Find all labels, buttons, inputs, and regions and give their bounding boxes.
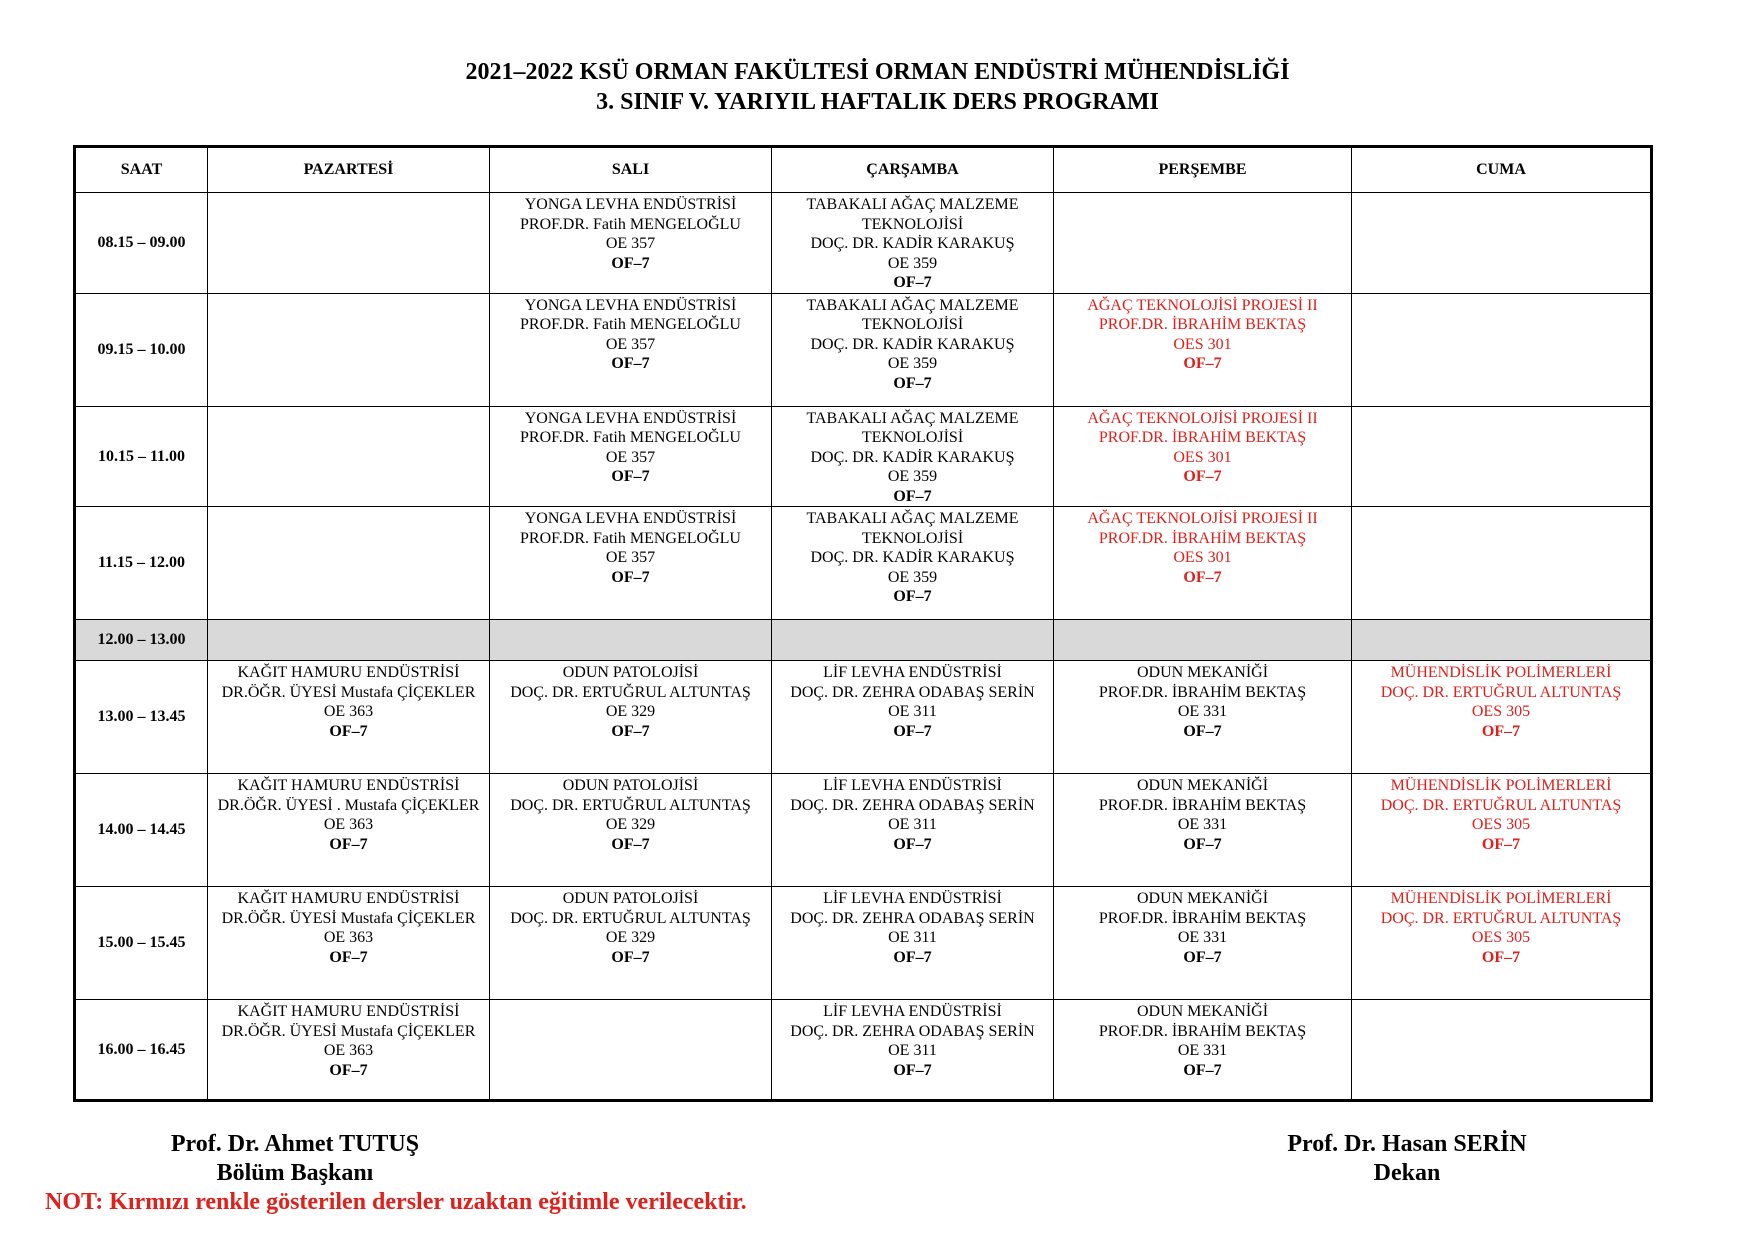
course-name: ODUN MEKANİĞİ <box>1136 777 1269 794</box>
course-code: OES 305 <box>1471 703 1531 720</box>
instructor: PROF.DR. Fatih MENGELOĞLU <box>520 215 741 233</box>
schedule-cell <box>490 620 772 661</box>
schedule-cell <box>208 293 490 406</box>
instructor: DR.ÖĞR. ÜYESİ Mustafa ÇİÇEKLER <box>221 909 476 927</box>
col-header-persembe: PERŞEMBE <box>1054 147 1352 193</box>
instructor: PROF.DR. Fatih MENGELOĞLU <box>520 316 741 333</box>
course-name: ODUN PATOLOJİSİ <box>562 890 699 907</box>
schedule-cell <box>490 406 772 507</box>
schedule-cell <box>490 661 772 774</box>
time-slot: 10.15 – 11.00 <box>75 406 208 507</box>
document-title: 2021–2022 KSÜ ORMAN FAKÜLTESİ ORMAN ENDÜSTRİ MÜHENDİSLİĞİ <box>465 59 1290 85</box>
schedule-cell <box>208 661 490 774</box>
course-code: OE 363 <box>323 1042 374 1059</box>
course-code: OES 305 <box>1471 929 1531 946</box>
course-code: OE 311 <box>888 1042 937 1059</box>
instructor: DOÇ. DR. ZEHRA ODABAŞ SERİN <box>790 909 1035 927</box>
course-name: KAĞIT HAMURU ENDÜSTRİSİ <box>237 777 460 794</box>
course-code: OES 301 <box>1173 335 1232 353</box>
instructor: DOÇ. DR. ERTUĞRUL ALTUNTAŞ <box>510 796 751 814</box>
schedule-cell <box>1352 406 1652 507</box>
course-name: YONGA LEVHA ENDÜSTRİSİ <box>524 296 737 314</box>
course-name: AĞAÇ TEKNOLOJİSİ PROJESİ II <box>1087 296 1318 314</box>
course-code: OE 329 <box>605 703 656 720</box>
instructor: PROF.DR. İBRAHİM BEKTAŞ <box>1098 796 1307 814</box>
course-code: OES 305 <box>1471 816 1531 833</box>
table-row <box>75 661 1652 774</box>
time-slot: 12.00 – 13.00 <box>75 620 208 661</box>
course-code: OE 363 <box>323 816 374 833</box>
instructor: PROF.DR. İBRAHİM BEKTAŞ <box>1098 529 1307 547</box>
course-code: OE 363 <box>323 929 374 946</box>
instructor: PROF.DR. İBRAHİM BEKTAŞ <box>1098 683 1307 701</box>
schedule-cell <box>1352 507 1652 620</box>
instructor: DOÇ. DR. ERTUĞRUL ALTUNTAŞ <box>1380 683 1622 701</box>
course-name: MÜHENDİSLİK POLİMERLERİ <box>1390 664 1612 681</box>
classroom: OF–7 <box>1481 948 1521 966</box>
course-name: TABAKALI AĞAÇ MALZEME TEKNOLOJİSİ <box>806 296 1019 333</box>
classroom: OF–7 <box>611 722 650 740</box>
instructor: PROF.DR. Fatih MENGELOĞLU <box>520 529 741 547</box>
schedule-cell <box>772 193 1054 294</box>
schedule-cell <box>1352 1000 1652 1101</box>
classroom: OF–7 <box>893 1061 932 1079</box>
classroom: OF–7 <box>1183 1061 1222 1079</box>
classroom: OF–7 <box>1183 468 1222 485</box>
classroom: OF–7 <box>893 487 932 505</box>
classroom: OF–7 <box>893 722 932 740</box>
schedule-cell <box>1054 887 1352 1000</box>
classroom: OF–7 <box>893 948 932 966</box>
schedule-cell <box>208 507 490 620</box>
schedule-cell <box>1352 193 1652 294</box>
classroom: OF–7 <box>611 468 650 485</box>
schedule-cell <box>772 1000 1054 1101</box>
time-slot: 09.15 – 10.00 <box>75 293 208 406</box>
time-slot: 14.00 – 14.45 <box>75 774 208 887</box>
schedule-cell <box>1352 293 1652 406</box>
instructor: DOÇ. DR. KADİR KARAKUŞ <box>810 335 1015 353</box>
schedule-cell <box>1352 620 1652 661</box>
schedule-cell <box>490 293 772 406</box>
table-row <box>75 193 1652 294</box>
schedule-cell <box>1054 406 1352 507</box>
instructor: DOÇ. DR. ZEHRA ODABAŞ SERİN <box>790 683 1035 701</box>
course-name: MÜHENDİSLİK POLİMERLERİ <box>1390 777 1612 794</box>
schedule-cell <box>772 774 1054 887</box>
course-code: OE 329 <box>605 816 656 833</box>
instructor: DR.ÖĞR. ÜYESİ Mustafa ÇİÇEKLER <box>221 683 476 701</box>
schedule-cell <box>772 406 1054 507</box>
course-code: OE 359 <box>887 254 938 272</box>
col-header-saat: SAAT <box>75 147 208 193</box>
course-code: OE 311 <box>888 816 937 833</box>
signature-left-name: Prof. Dr. Ahmet TUTUŞ <box>170 1131 420 1157</box>
classroom: OF–7 <box>611 835 650 853</box>
course-name: ODUN PATOLOJİSİ <box>562 664 699 681</box>
schedule-table <box>73 145 1653 1102</box>
course-name: YONGA LEVHA ENDÜSTRİSİ <box>524 196 737 213</box>
course-name: LİF LEVHA ENDÜSTRİSİ <box>823 1003 1002 1020</box>
classroom: OF–7 <box>329 948 368 966</box>
schedule-cell <box>490 193 772 294</box>
classroom: OF–7 <box>1183 568 1222 586</box>
table-row <box>75 406 1652 507</box>
schedule-cell <box>490 887 772 1000</box>
course-code: OE 357 <box>605 335 656 353</box>
instructor: DR.ÖĞR. ÜYESİ . Mustafa ÇİÇEKLER <box>217 796 480 814</box>
time-slot: 08.15 – 09.00 <box>75 193 208 294</box>
course-name: ODUN PATOLOJİSİ <box>562 777 699 794</box>
time-slot: 16.00 – 16.45 <box>75 1000 208 1101</box>
schedule-cell <box>208 774 490 887</box>
classroom: OF–7 <box>1183 835 1222 853</box>
schedule-cell <box>1352 774 1652 887</box>
schedule-cell <box>490 774 772 887</box>
time-slot: 11.15 – 12.00 <box>75 507 208 620</box>
instructor: DOÇ. DR. ERTUĞRUL ALTUNTAŞ <box>510 909 751 927</box>
course-name: ODUN MEKANİĞİ <box>1136 664 1269 681</box>
schedule-cell <box>772 620 1054 661</box>
signature-right <box>1262 1130 1552 1188</box>
document-subtitle: 3. SINIF V. YARIYIL HAFTALIK DERS PROGRAMI <box>596 89 1159 115</box>
course-name: TABAKALI AĞAÇ MALZEME TEKNOLOJİSİ <box>806 409 1019 446</box>
signature-left-title: Bölüm Başkanı <box>216 1160 374 1186</box>
course-name: LİF LEVHA ENDÜSTRİSİ <box>823 664 1002 681</box>
instructor: DOÇ. DR. ZEHRA ODABAŞ SERİN <box>790 796 1035 814</box>
classroom: OF–7 <box>1481 835 1521 853</box>
classroom: OF–7 <box>1481 722 1521 740</box>
col-header-sali: SALI <box>490 147 772 193</box>
schedule-cell <box>208 1000 490 1101</box>
schedule-cell <box>208 887 490 1000</box>
course-name: YONGA LEVHA ENDÜSTRİSİ <box>524 409 737 427</box>
classroom: OF–7 <box>329 1061 368 1079</box>
schedule-cell <box>490 1000 772 1101</box>
course-code: OES 301 <box>1173 549 1232 566</box>
schedule-cell <box>772 887 1054 1000</box>
classroom: OF–7 <box>329 835 368 853</box>
remote-note: NOT: Kırmızı renkle gösterilen dersler uzaktan eğitimle verilecektir. <box>45 1189 747 1215</box>
course-name: AĞAÇ TEKNOLOJİSİ PROJESİ II <box>1087 510 1318 527</box>
schedule-cell <box>490 507 772 620</box>
course-code: OE 329 <box>605 929 656 946</box>
course-code: OE 363 <box>323 703 374 720</box>
course-name: TABAKALI AĞAÇ MALZEME TEKNOLOJİSİ <box>806 196 1019 233</box>
course-name: TABAKALI AĞAÇ MALZEME TEKNOLOJİSİ <box>806 510 1019 547</box>
course-code: OE 311 <box>888 703 937 720</box>
col-header-cuma: CUMA <box>1352 147 1652 193</box>
table-row <box>75 887 1652 1000</box>
signature-right-name: Prof. Dr. Hasan SERİN <box>1287 1131 1527 1157</box>
course-code: OE 331 <box>1177 703 1228 720</box>
schedule-cell <box>1352 661 1652 774</box>
schedule-cell <box>1054 193 1352 294</box>
schedule-cell <box>208 193 490 294</box>
table-row <box>75 293 1652 406</box>
header-row <box>75 147 1652 193</box>
course-name: AĞAÇ TEKNOLOJİSİ PROJESİ II <box>1087 409 1318 427</box>
course-code: OE 331 <box>1177 929 1228 946</box>
course-name: ODUN MEKANİĞİ <box>1136 890 1269 907</box>
schedule-cell <box>1054 774 1352 887</box>
schedule-cell <box>1054 1000 1352 1101</box>
instructor: DOÇ. DR. ERTUĞRUL ALTUNTAŞ <box>510 683 751 701</box>
instructor: PROF.DR. İBRAHİM BEKTAŞ <box>1098 316 1307 333</box>
table-row <box>75 1000 1652 1101</box>
instructor: DOÇ. DR. KADİR KARAKUŞ <box>810 235 1015 252</box>
course-name: YONGA LEVHA ENDÜSTRİSİ <box>524 510 737 527</box>
course-name: LİF LEVHA ENDÜSTRİSİ <box>823 890 1002 907</box>
instructor: PROF.DR. İBRAHİM BEKTAŞ <box>1098 909 1307 927</box>
signature-left <box>150 1130 440 1188</box>
schedule-cell <box>1054 507 1352 620</box>
instructor: PROF.DR. İBRAHİM BEKTAŞ <box>1098 1022 1307 1040</box>
classroom: OF–7 <box>329 722 368 740</box>
instructor: DOÇ. DR. ZEHRA ODABAŞ SERİN <box>790 1022 1035 1040</box>
table-row <box>75 507 1652 620</box>
classroom: OF–7 <box>893 588 932 605</box>
instructor: DOÇ. DR. ERTUĞRUL ALTUNTAŞ <box>1380 909 1622 927</box>
time-slot: 13.00 – 13.45 <box>75 661 208 774</box>
col-header-carsamba: ÇARŞAMBA <box>772 147 1054 193</box>
schedule-cell <box>1054 620 1352 661</box>
schedule-cell <box>772 507 1054 620</box>
course-name: KAĞIT HAMURU ENDÜSTRİSİ <box>237 890 460 907</box>
course-code: OE 357 <box>605 235 656 252</box>
course-code: OE 359 <box>887 355 938 372</box>
table-row <box>75 774 1652 887</box>
signature-right-title: Dekan <box>1373 1160 1441 1186</box>
course-code: OE 357 <box>605 448 656 466</box>
classroom: OF–7 <box>611 254 650 272</box>
course-code: OE 331 <box>1177 816 1228 833</box>
classroom: OF–7 <box>611 948 650 966</box>
course-name: MÜHENDİSLİK POLİMERLERİ <box>1390 890 1612 907</box>
classroom: OF–7 <box>1183 948 1222 966</box>
schedule-cell <box>1054 293 1352 406</box>
classroom: OF–7 <box>1183 355 1222 372</box>
instructor: PROF.DR. İBRAHİM BEKTAŞ <box>1098 429 1307 446</box>
classroom: OF–7 <box>611 355 650 372</box>
classroom: OF–7 <box>893 374 932 392</box>
classroom: OF–7 <box>893 274 932 291</box>
course-code: OES 301 <box>1173 448 1232 466</box>
instructor: PROF.DR. Fatih MENGELOĞLU <box>520 429 741 446</box>
schedule-cell <box>1054 661 1352 774</box>
schedule-cell <box>1352 887 1652 1000</box>
schedule-cell <box>772 293 1054 406</box>
instructor: DR.ÖĞR. ÜYESİ Mustafa ÇİÇEKLER <box>221 1022 476 1040</box>
time-slot: 15.00 – 15.45 <box>75 887 208 1000</box>
course-code: OE 357 <box>605 549 656 566</box>
course-code: OE 311 <box>888 929 937 946</box>
instructor: DOÇ. DR. ERTUĞRUL ALTUNTAŞ <box>1380 796 1622 814</box>
table-row <box>75 620 1652 661</box>
schedule-cell <box>772 661 1054 774</box>
course-name: KAĞIT HAMURU ENDÜSTRİSİ <box>237 1003 460 1020</box>
course-name: LİF LEVHA ENDÜSTRİSİ <box>823 777 1002 794</box>
course-name: ODUN MEKANİĞİ <box>1136 1003 1269 1020</box>
instructor: DOÇ. DR. KADİR KARAKUŞ <box>810 448 1015 466</box>
classroom: OF–7 <box>1183 722 1222 740</box>
schedule-cell <box>208 620 490 661</box>
course-code: OE 359 <box>887 568 938 586</box>
classroom: OF–7 <box>893 835 932 853</box>
col-header-pazartesi: PAZARTESİ <box>208 147 490 193</box>
course-code: OE 331 <box>1177 1042 1228 1059</box>
instructor: DOÇ. DR. KADİR KARAKUŞ <box>810 549 1015 566</box>
classroom: OF–7 <box>611 568 650 586</box>
course-name: KAĞIT HAMURU ENDÜSTRİSİ <box>237 664 460 681</box>
course-code: OE 359 <box>887 468 938 485</box>
schedule-cell <box>208 406 490 507</box>
